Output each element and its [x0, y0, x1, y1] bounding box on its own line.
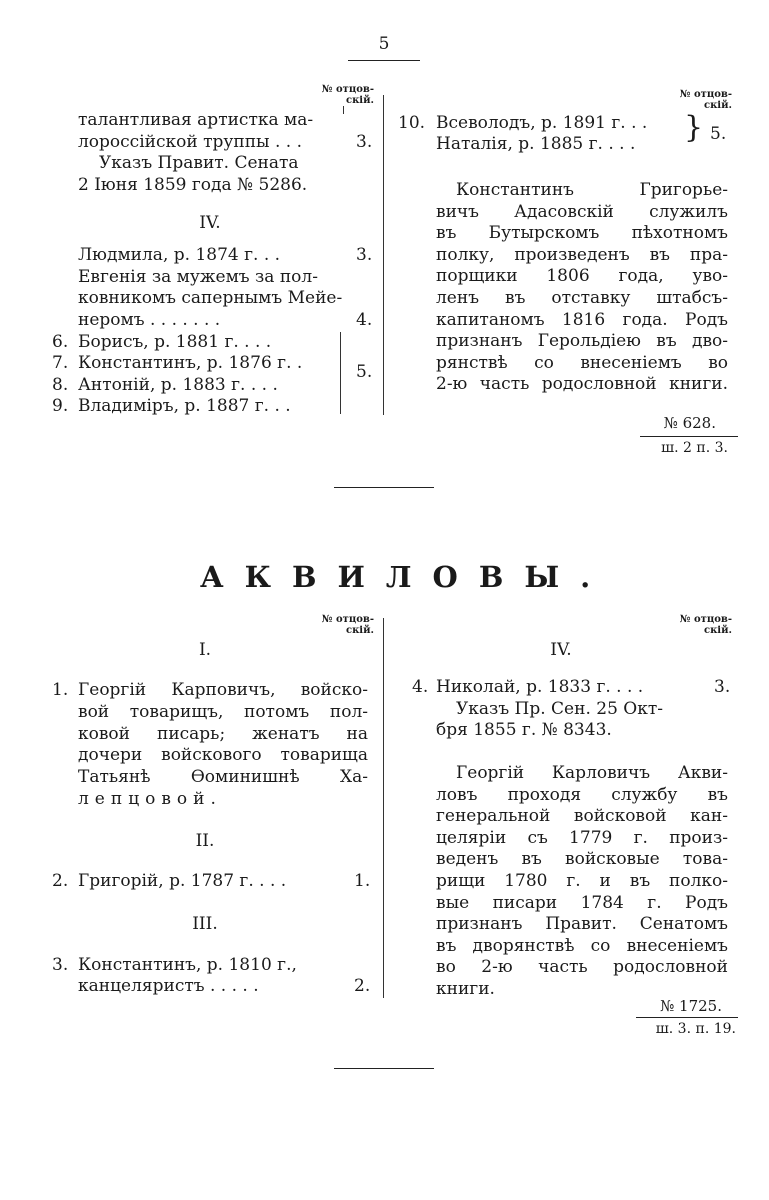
entry-line: талантливая артистка ма- [78, 110, 314, 130]
section-separator [334, 487, 434, 488]
paragraph-line: 2-ю часть родословной книги. [436, 374, 728, 395]
entry-line: Татьянѣ Ѳоминишнѣ Ха- [78, 767, 368, 788]
entry-number: 10. [398, 113, 426, 133]
paragraph-line: ловъ проходя службу въ [436, 784, 728, 805]
entry-number: 8. [52, 375, 69, 395]
entry-line: дочери войскового товарища [78, 745, 368, 766]
brace-icon: } [684, 110, 704, 145]
father-no: 5. [710, 124, 727, 144]
record-rule [636, 1017, 738, 1018]
entry-line: ковой писарь; женатъ на [78, 723, 368, 744]
entry-block [78, 680, 368, 811]
section-heading: IV. [550, 640, 572, 660]
father-no: 3. [714, 677, 731, 697]
paragraph-line: въ Бутырскомъ пѣхотномъ [436, 223, 728, 244]
paragraph-line: капитаномъ 1816 года. Родъ [436, 309, 728, 330]
entry-line: Людмила, р. 1874 г. . . [78, 245, 281, 265]
paragraph-line: ленъ въ отставку штабсъ- [436, 287, 728, 308]
entry-line: Константинъ, р. 1810 г., [78, 955, 297, 975]
entry-line: лороссійской труппы . . . [78, 132, 302, 152]
paragraph-line: признанъ Правит. Сенатомъ [436, 914, 728, 935]
record-number: № 628. [663, 414, 716, 432]
entry-number: 3. [52, 955, 69, 975]
father-column-divider-top-left [343, 106, 344, 114]
group-bracket [340, 332, 341, 414]
entry-line: Владиміръ, р. 1887 г. . . [78, 396, 291, 416]
entry-line: лепцовой. [78, 788, 222, 809]
father-no-header-left: № отцов- скій. [321, 614, 374, 636]
father-no: 3. [356, 132, 373, 152]
paragraph-line: рянствѣ со внесеніемъ во [436, 352, 728, 373]
decree-line: 2 Іюня 1859 года № 5286. [78, 175, 308, 195]
father-no: 1. [354, 871, 371, 891]
entry-line: неромъ . . . . . . . [78, 310, 221, 330]
section-heading: II. [195, 831, 215, 851]
entry-line: Константинъ, р. 1876 г. . [78, 353, 303, 373]
entry-line: Григорій, р. 1787 г. . . . [78, 871, 287, 891]
father-no-header-right: № отцов- скій. [679, 89, 732, 111]
father-no: 2. [354, 976, 371, 996]
entry-line: канцеляристъ . . . . . [78, 976, 259, 996]
paragraph-line: Георгій Карловичъ Акви- [456, 763, 728, 783]
entry-number: 9. [52, 396, 69, 416]
biography-paragraph [436, 763, 728, 1001]
biography-paragraph [436, 180, 728, 396]
entry-number: 1. [52, 680, 69, 700]
entry-line: ковникомъ сапернымъ Мейе- [78, 288, 343, 308]
page-number-rule [348, 60, 420, 61]
entry-line: Борисъ, р. 1881 г. . . . [78, 332, 272, 352]
record-rule [640, 436, 738, 437]
entry-number: 6. [52, 332, 69, 352]
decree-line: Указъ Пр. Сен. 25 Окт- [456, 699, 664, 719]
decree-line: бря 1855 г. № 8343. [436, 720, 612, 740]
section-heading: IV. [199, 213, 221, 233]
entry-line: Евгенія за мужемъ за пол- [78, 267, 318, 287]
paragraph-line: полку, произведенъ въ пра- [436, 244, 728, 265]
paragraph-line: целяріи съ 1779 г. произ- [436, 827, 728, 848]
paragraph-line: Константинъ Григорье- [456, 180, 728, 200]
entry-line: Наталія, р. 1885 г. . . . [436, 134, 636, 154]
column-divider-bottom [383, 618, 384, 998]
paragraph-line: порщики 1806 года, уво- [436, 266, 728, 287]
paragraph-line: книги. [436, 978, 495, 999]
entry-line: Всеволодъ, р. 1891 г. . . [436, 113, 648, 133]
paragraph-line: веденъ въ войсковые това- [436, 849, 728, 870]
paragraph-line: вые писари 1784 г. Родъ [436, 892, 728, 913]
entry-line: Николай, р. 1833 г. . . . [436, 677, 644, 697]
family-title: АКВИЛОВЫ. [200, 560, 612, 594]
column-divider-top [383, 95, 384, 415]
father-no: 4. [356, 310, 373, 330]
record-reference: ш. 2 п. 3. [661, 440, 728, 456]
paragraph-line: генеральной войсковой кан- [436, 806, 728, 827]
record-reference: ш. 3. п. 19. [655, 1021, 736, 1037]
page-number: 5 [378, 34, 390, 54]
paragraph-line: въ дворянствѣ со внесеніемъ [436, 935, 728, 956]
section-separator [334, 1068, 434, 1069]
paragraph-line: во 2-ю часть родословной [436, 957, 728, 978]
entry-line: вой товарищъ, потомъ пол- [78, 701, 368, 722]
entry-number: 4. [412, 677, 429, 697]
record-number: № 1725. [660, 997, 722, 1015]
father-no-header-left: № отцов- скій. [321, 84, 374, 106]
entry-line: Георгій Карповичъ, войско- [78, 680, 368, 700]
section-heading: III. [192, 914, 218, 934]
paragraph-line: признанъ Герольдіею въ дво- [436, 331, 728, 352]
entry-line: Антоній, р. 1883 г. . . . [78, 375, 278, 395]
father-no-header-right: № отцов- скій. [679, 614, 732, 636]
section-heading: I. [198, 640, 212, 660]
entry-number: 2. [52, 871, 69, 891]
father-no: 3. [356, 245, 373, 265]
entry-number: 7. [52, 353, 69, 373]
decree-line: Указъ Правит. Сената [99, 153, 299, 173]
father-no: 5. [356, 362, 373, 382]
paragraph-line: рищи 1780 г. и въ полко- [436, 870, 728, 891]
paragraph-line: вичъ Адасовскій служилъ [436, 201, 728, 222]
